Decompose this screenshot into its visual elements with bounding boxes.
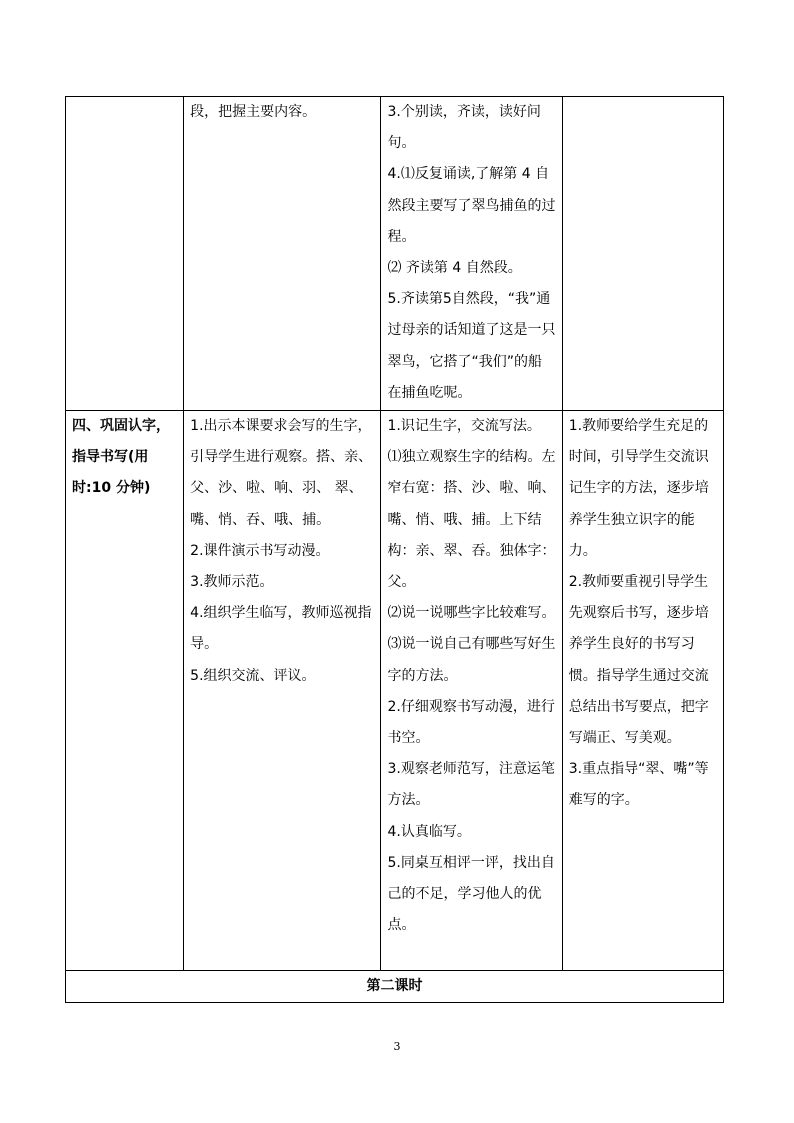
- notes-cell: [562, 97, 723, 411]
- page-number: 3: [393, 1040, 401, 1053]
- student-step: 2.仔细观察书写动漫，进行书空。: [387, 698, 555, 747]
- student-step: 3.观察老师范写，注意运笔方法。: [387, 761, 555, 809]
- student-activity-cell: [381, 97, 562, 411]
- student-step: 1.识记生字，交流写法。: [387, 418, 541, 434]
- note-item: 2.教师要重视引导学生先观察后书写，逐步培养学生良好的书写习惯。指导学生通过交流总结出书写要点，把字写端正、写美观。: [568, 574, 709, 747]
- teacher-step: 3.教师示范。: [190, 574, 274, 591]
- teacher-activity-cell: [184, 97, 381, 411]
- note-item: 3.重点指导“翠、嘴”等难写的字。: [568, 761, 709, 809]
- teacher-step: 1.出示本课要求会写的生字，引导学生进行观察。搭、亲、父、沙、啦、响、羽、 翠、嘴、悄、吞、哦、捕。: [190, 418, 373, 528]
- student-step: 4.⑴反复诵读,了解第 4 自然段主要写了翠鸟捕鱼的过程。: [387, 166, 556, 245]
- student-step: 5.同桌互相评一评，找出自己的不足，学习他人的优点。: [387, 854, 555, 934]
- student-step: 4.认真临写。: [387, 823, 471, 840]
- lesson-plan-table: [65, 96, 724, 1003]
- student-step: ⑶说一说自己有哪些写好生字的方法。: [387, 636, 556, 684]
- teacher-activity-cell: [184, 411, 381, 971]
- lesson-period-heading: 第二课时: [66, 971, 724, 1003]
- stage-cell: [66, 97, 184, 411]
- student-step: ⑵ 齐读第 4 自然段。: [387, 260, 522, 277]
- student-step: 5.齐读第5自然段，“我”通过母亲的话知道了这是一只翠鸟，它搭了“我们”的船在捕鱼吃呢。: [387, 291, 556, 401]
- notes-cell: [562, 411, 723, 971]
- table-row: [66, 97, 724, 411]
- stage-title: 四、巩固认字，指导书写(用时:10 分钟): [66, 411, 184, 971]
- student-activity-cell: [381, 411, 562, 971]
- teacher-step: 2.课件演示书写动漫。: [190, 542, 330, 559]
- teacher-step: 5.组织交流、评议。: [190, 667, 316, 684]
- student-step: ⑵说一说哪些字比较难写。: [387, 605, 556, 622]
- student-step: 3.个别读，齐读，读好问句。: [387, 104, 541, 152]
- teacher-step: 段，把握主要内容。: [190, 104, 317, 120]
- student-step: ⑴独立观察生字的结构。左窄右宽：搭、沙、啦、响、嘴、悄、哦、捕。上下结构：亲、翠、吞。独体字：父。: [387, 449, 556, 591]
- table-row: [66, 411, 724, 971]
- table-row: [66, 971, 724, 1003]
- teacher-step: 4.组织学生临写，教师巡视指导。: [190, 605, 372, 653]
- note-item: 1.教师要给学生充足的时间，引导学生交流识记生字的方法，逐步培养学生独立识字的能力。: [568, 418, 709, 559]
